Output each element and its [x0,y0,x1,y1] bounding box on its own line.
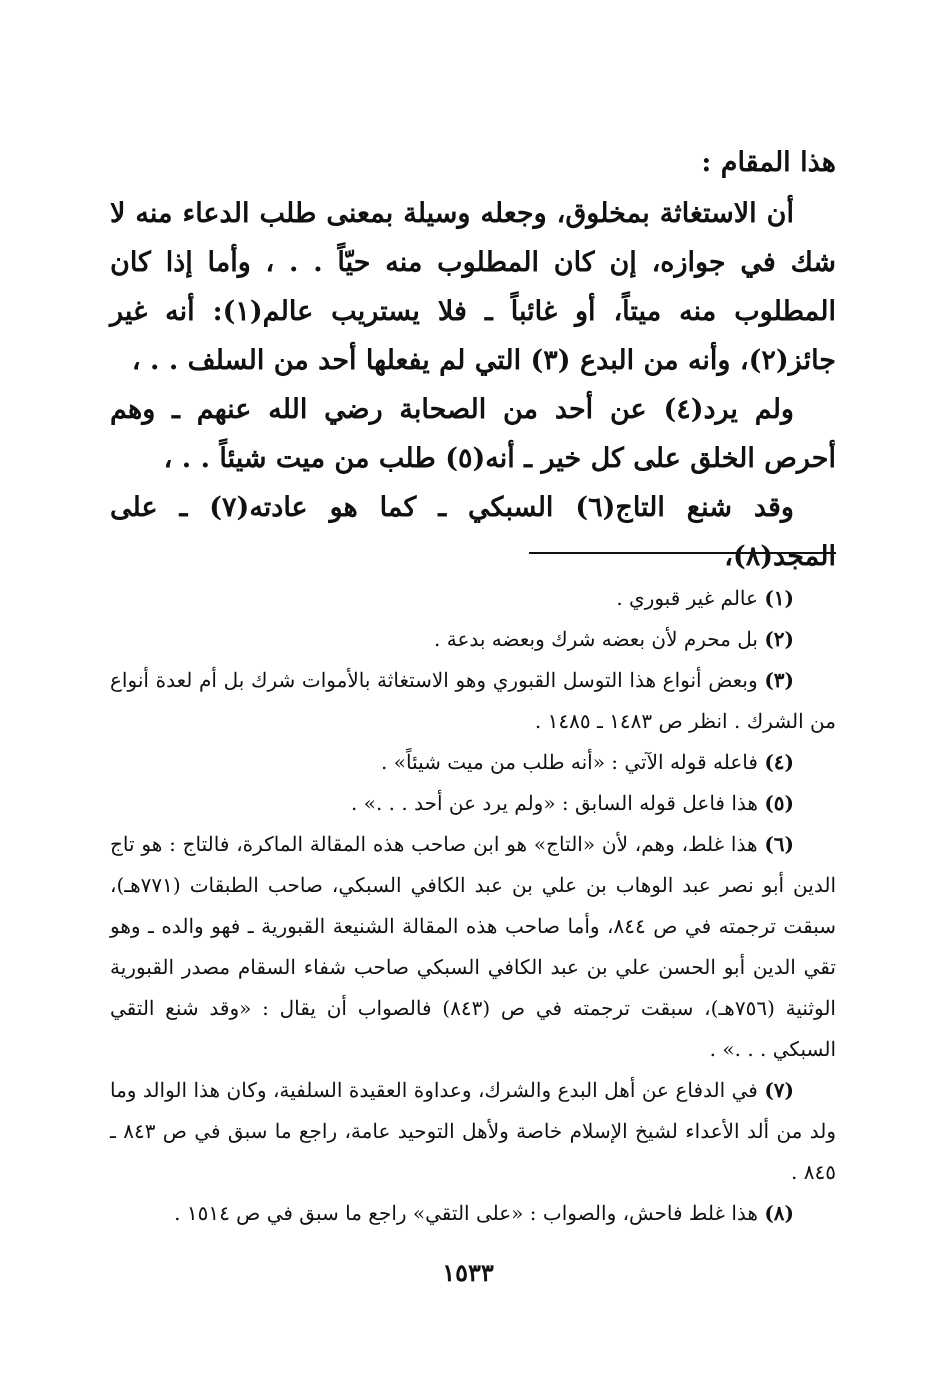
footnote-number: (٢) [764,627,794,651]
footnotes [110,578,836,1234]
footnote-number: (٣) [764,668,795,692]
main-text [110,138,836,581]
footnote-text: وبعض أنواع هذا التوسل القبوري وهو الاستغاثة بالأموات شرك بل أم لعدة أنواع من الشرك . انظر ص ١٤٨٣ ـ ١٤٨٥ . [110,668,836,733]
paragraph-2: ولم يرد(٤) عن أحد من الصحابة رضي الله عنهم ـ وهم أحرص الخلق على كل خير ـ أنه(٥) طلب من ميت شيئاً . . ، [110,394,836,474]
paragraph-3: وقد شنع التاج(٦) السبكي ـ كما هو عادته(٧) ـ على المجد(٨)، [110,492,836,572]
footnote-2 [110,619,836,660]
footnote-number: (٥) [764,791,794,815]
section-heading: هذا المقام : [701,147,836,178]
footnote-6 [110,824,836,1070]
footnote-text: هذا غلط فاحش، والصواب : «على التقي» راجع ما سبق في ص ١٥١٤ . [174,1201,758,1225]
footnote-8 [110,1193,836,1234]
footnote-number: (١) [764,586,794,610]
footnote-text: عالم غير قبوري . [616,586,758,610]
footnote-number: (٧) [764,1078,794,1102]
footnote-text: هذا غلط، وهم، لأن «التاج» هو ابن صاحب هذه المقالة الماكرة، فالتاج : هو تاج الدين أبو نصر عبد الوهاب بن علي بن عبد الكافي السبكي، صاحب الطبقات (٧٧١هـ)، سبقت ترجمته في ص ٨٤٤، وأما صاحب هذه المقالة الشنيعة القبورية ـ فهو والده ـ وهو تقي الدين أبو الحسن علي بن عبد الكافي السبكي صاحب شفاء السقام مصدر القبورية الوثنية (٧٥٦هـ)، سبقت ترجمته في ص (٨٤٣) فالصواب أن يقال : «وقد شنع التقي السبكي . . .» . [110,832,837,1061]
footnote-number: (٨) [764,1201,794,1225]
footnote-text: هذا فاعل قوله السابق : «ولم يرد عن أحد . . .» . [351,791,758,815]
page-number: ١٥٣٣ [442,1258,494,1287]
footnote-3 [110,660,836,742]
footnote-number: (٤) [764,750,794,774]
footnote-1 [110,578,836,619]
footnote-text: فاعله قوله الآتي : «أنه طلب من ميت شيئاً» . [381,750,758,774]
footnote-text: بل محرم لأن بعضه شرك وبعضه بدعة . [434,627,758,651]
paragraph-1: أن الاستغاثة بمخلوق، وجعله وسيلة بمعنى طلب الدعاء منه لا شك في جوازه، إن كان المطلوب منه حيّاً . . ، وأما إذا كان المطلوب منه ميتاً، أو غائباً ـ فلا يستريب عالم(١): أنه غير جائز(٢)، وأنه من البدع (٣) التي لم يفعلها أحد من السلف . . ، [110,198,836,376]
footnote-text: في الدفاع عن أهل البدع والشرك، وعداوة العقيدة السلفية، وكان هذا الوالد وما ولد من ألد الأعداء لشيخ الإسلام خاصة ولأهل التوحيد عامة، راجع ما سبق في ص ٨٤٣ ـ ٨٤٥ . [110,1078,836,1184]
page-body [110,138,837,1225]
footnote-7 [110,1070,836,1193]
footnote-number: (٦) [764,832,794,856]
footnote-separator [529,552,836,554]
footnote-4 [110,742,836,783]
footnote-5 [110,783,836,824]
